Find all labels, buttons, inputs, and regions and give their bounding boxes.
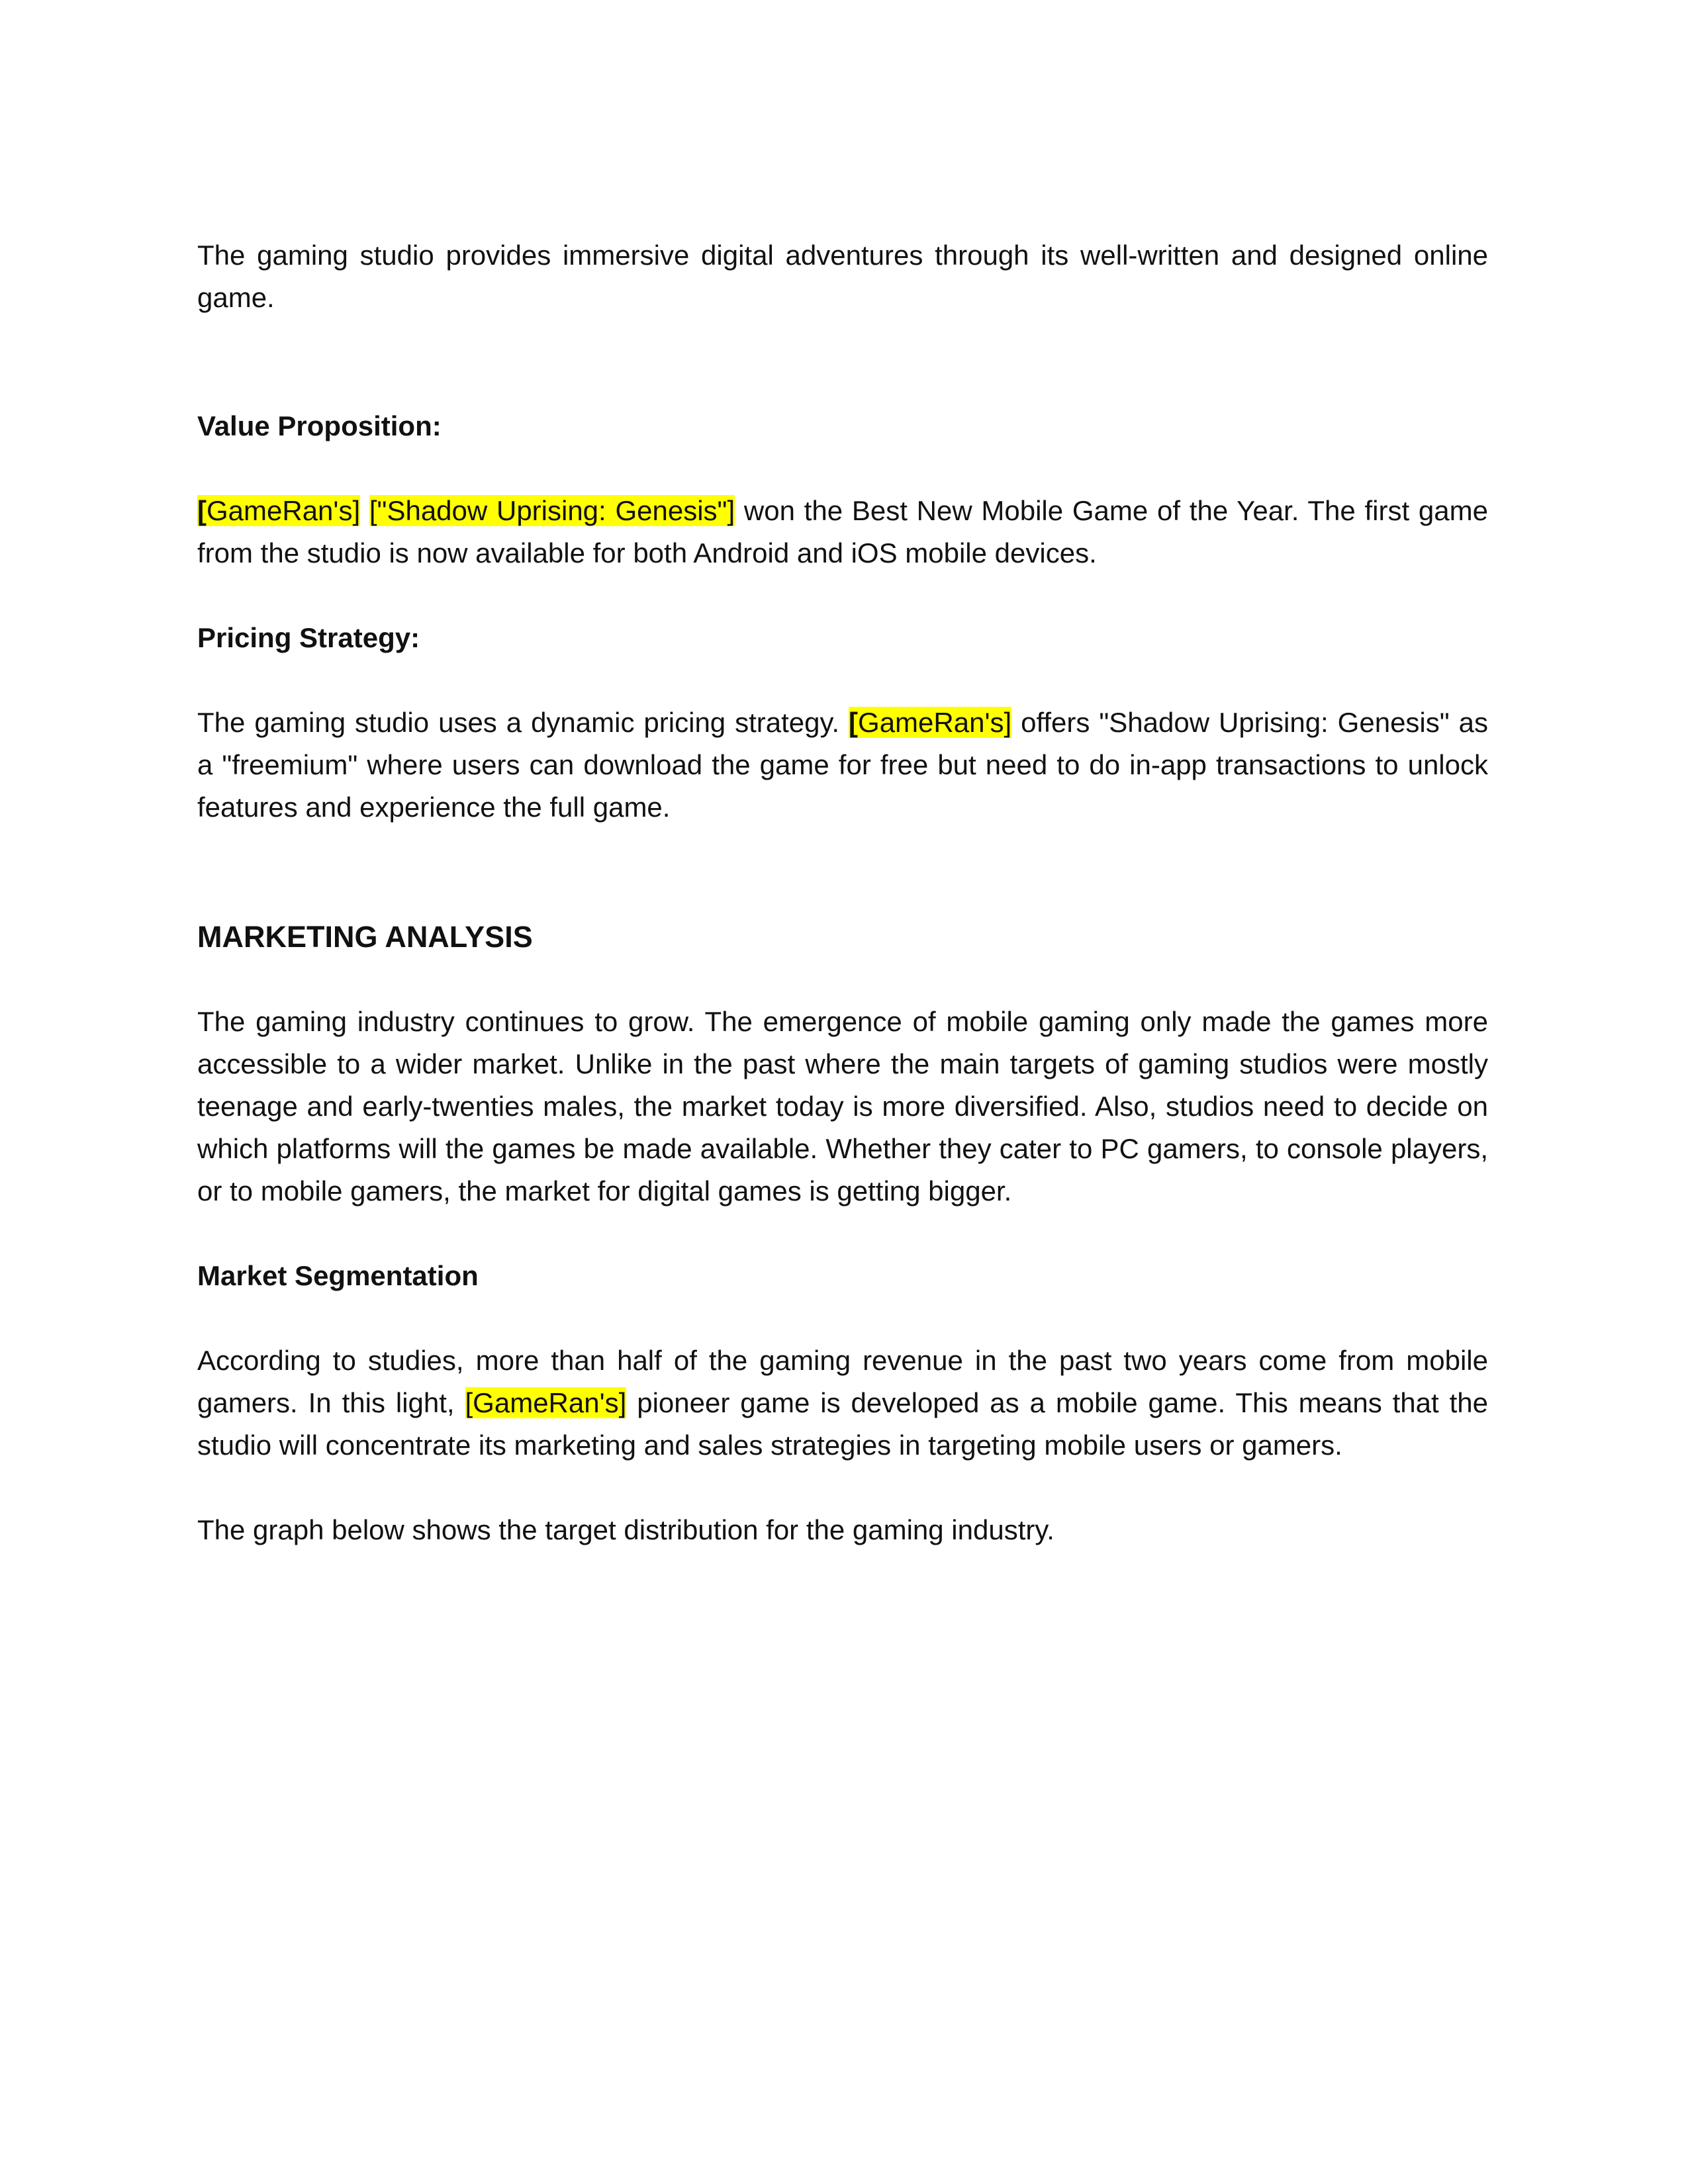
game-title-highlight: ["Shadow Uprising: Genesis"] <box>369 495 735 526</box>
spacer <box>197 958 1488 1001</box>
spacer <box>197 659 1488 702</box>
pricing-text-before: The gaming studio uses a dynamic pricing strategy. <box>197 707 849 738</box>
spacer <box>197 574 1488 617</box>
company-name: GameRan's] <box>207 495 361 526</box>
marketing-analysis-heading: MARKETING ANALYSIS <box>197 920 533 954</box>
value-proposition-paragraph <box>197 490 1488 574</box>
pricing-strategy-heading: Pricing Strategy: <box>197 622 420 653</box>
company-name-highlight: [GameRan's] <box>465 1387 627 1418</box>
spacer <box>197 319 1488 405</box>
bracket-bold: [ <box>197 495 207 526</box>
value-proposition-heading: Value Proposition: <box>197 410 442 441</box>
pricing-strategy-paragraph <box>197 702 1488 829</box>
spacer <box>197 829 1488 916</box>
marketing-analysis-paragraph: The gaming industry continues to grow. The emergence of mobile gaming only made the games more accessible to a wider market. Unlike in the past where the main targets of gaming studios were mostly teenage and early-twenties males, the market today is more diversified. Also, studios need to decide on which platforms will the games be made available. Whether they cater to PC gamers, to console players, or to mobile gamers, the market for digital games is getting bigger. <box>197 1006 1488 1206</box>
intro-paragraph: The gaming studio provides immersive digital adventures through its well-written and designed online game. <box>197 240 1488 313</box>
company-name-highlight <box>197 495 360 526</box>
bracket-bold: [ <box>849 707 859 738</box>
segmentation-text-before: According to studies, more than half of the gaming revenue in the past two years come from mobile gamers. In this light, <box>197 1345 1488 1418</box>
company-name: GameRan's] <box>858 707 1012 738</box>
spacer <box>197 1467 1488 1509</box>
document-body <box>197 234 1488 1551</box>
value-proposition-text: won the Best New Mobile Game of the Year. The first game from the studio is now available for both Android and iOS mobile devices. <box>197 495 1488 569</box>
spacer <box>197 447 1488 490</box>
market-segmentation-paragraph <box>197 1340 1488 1467</box>
market-segmentation-heading: Market Segmentation <box>197 1260 479 1291</box>
spacer <box>197 1212 1488 1255</box>
spacer <box>197 1297 1488 1340</box>
company-name-highlight <box>849 707 1011 738</box>
segmentation-text-after: pioneer game is developed as a mobile game. This means that the studio will concentrate its marketing and sales strategies in targeting mobile users or gamers. <box>197 1387 1488 1461</box>
pricing-text-after: offers "Shadow Uprising: Genesis" as a "freemium" where users can download the game for free but need to do in-app transactions to unlock features and experience the full game. <box>197 707 1488 823</box>
graph-intro-paragraph: The graph below shows the target distribution for the gaming industry. <box>197 1514 1055 1545</box>
